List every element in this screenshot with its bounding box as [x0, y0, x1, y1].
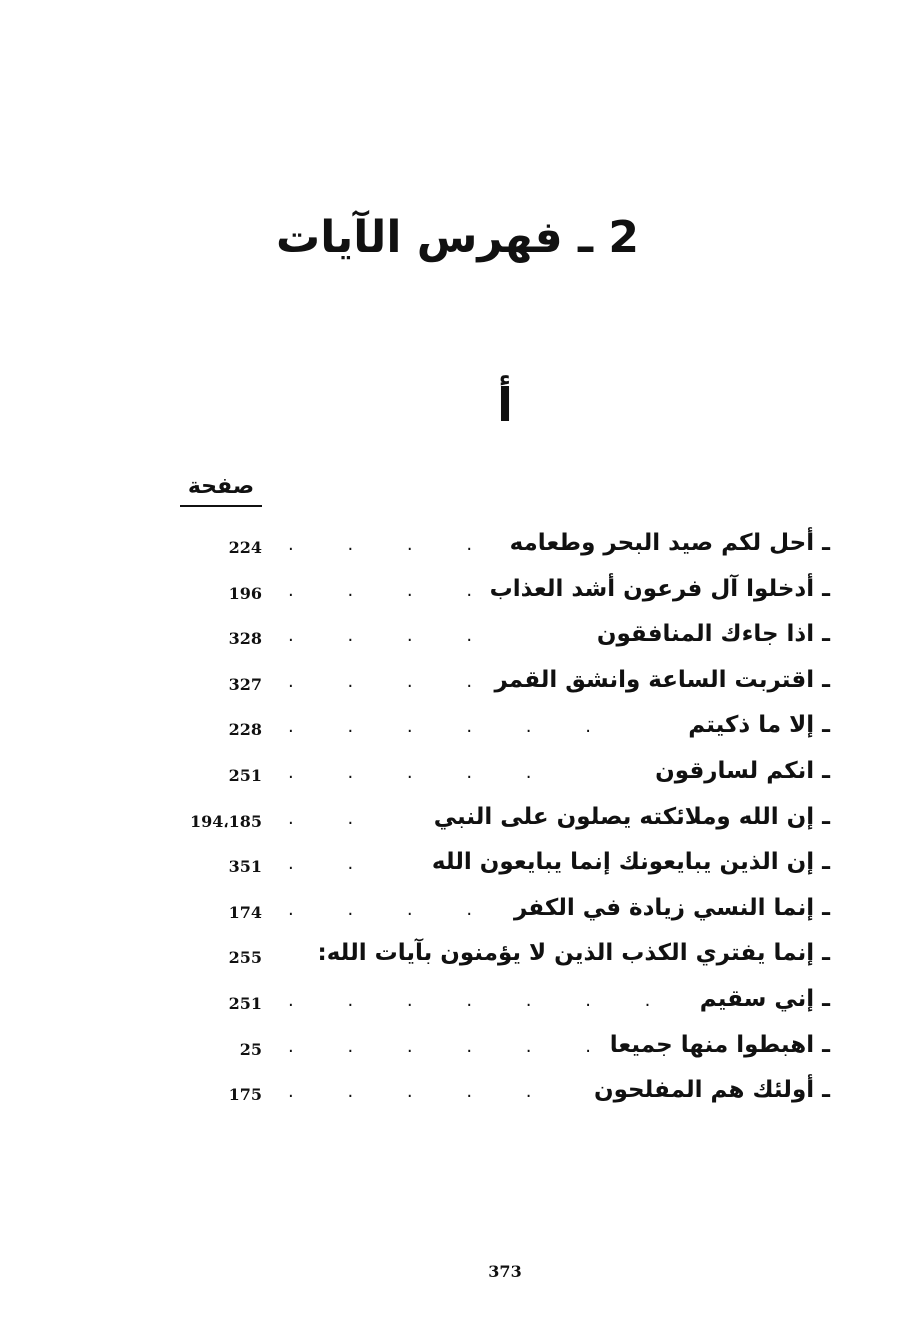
dot-leader: . . . . . .	[288, 1035, 591, 1057]
entry-page-number: 251	[228, 993, 262, 1013]
entry-verse-text: ـ أدخلوا آل فرعون أشد العذاب	[489, 575, 830, 602]
entry-page-number: 251	[228, 765, 262, 785]
entry-page-number: 196	[228, 583, 262, 603]
index-entry	[150, 893, 830, 939]
page-column-header: صفحة	[180, 474, 262, 507]
index-entry	[150, 574, 830, 620]
dot-leader: . . . . . . .	[288, 989, 651, 1011]
entry-verse-text: ـ اذا جاءك المنافقون	[596, 621, 830, 648]
index-entry	[150, 984, 830, 1030]
entry-page-number: 328	[228, 629, 262, 649]
entry-page-number: 194،185	[190, 811, 262, 831]
entry-verse-text: ـ إن الذين يبايعونك إنما يبايعون الله	[431, 849, 830, 876]
index-entry	[150, 847, 830, 893]
entry-verse-text: ـ انكم لسارقون	[655, 757, 830, 784]
entry-verse-text: ـ أولئك هم المفلحون	[594, 1077, 830, 1104]
dot-leader: . . . .	[288, 670, 473, 692]
dot-leader: . .	[288, 807, 354, 829]
index-entry	[150, 528, 830, 574]
page-number: 373	[488, 1262, 522, 1281]
entry-page-number: 228	[228, 720, 262, 740]
dot-leader: . . . .	[288, 625, 473, 647]
dot-leader: . . . .	[288, 898, 473, 920]
index-entry	[150, 665, 830, 711]
entry-verse-text: ـ اقتربت الساعة وانشق القمر	[494, 666, 830, 693]
index-entry	[150, 756, 830, 802]
index-entry	[150, 710, 830, 756]
entry-verse-text: ـ اهبطوا منها جميعا	[609, 1031, 830, 1058]
entry-verse-text: ـ إنما النسي زيادة في الكفر	[513, 894, 830, 921]
dot-leader: . . . .	[288, 534, 473, 555]
section-letter: أ	[497, 378, 513, 432]
index-entry	[150, 1075, 830, 1121]
dot-leader: . . . . . .	[288, 716, 591, 738]
index-entry	[150, 1030, 830, 1076]
entry-verse-text: ـ أحل لكم صيد البحر وطعامه	[509, 530, 830, 556]
verse-index-list	[150, 528, 830, 1121]
entry-page-number: 255	[228, 948, 262, 968]
index-entry	[150, 802, 830, 848]
index-entry	[150, 938, 830, 984]
entry-verse-text: ـ إني سقيم	[699, 985, 830, 1012]
dot-leader: . . . .	[288, 579, 473, 601]
entry-page-number: 224	[228, 538, 262, 557]
entry-page-number: 174	[228, 902, 262, 922]
entry-verse-text: ـ إن الله وملائكته يصلون على النبي	[433, 803, 830, 830]
index-entry	[150, 619, 830, 665]
entry-verse-text: ـ إنما يفتري الكذب الذين لا يؤمنون بآيات الله:	[317, 940, 830, 967]
page-title: 2 ـ فهرس الآيات	[276, 212, 639, 263]
dot-leader: . . . . .	[288, 761, 532, 783]
entry-page-number: 327	[228, 674, 262, 694]
entry-page-number: 351	[228, 857, 262, 877]
dot-leader: . .	[288, 853, 354, 875]
entry-verse-text: ـ إلا ما ذكيتم	[688, 712, 830, 739]
entry-page-number: 25	[239, 1039, 262, 1059]
entry-page-number: 175	[228, 1085, 262, 1105]
dot-leader: . . . . .	[288, 1081, 532, 1103]
